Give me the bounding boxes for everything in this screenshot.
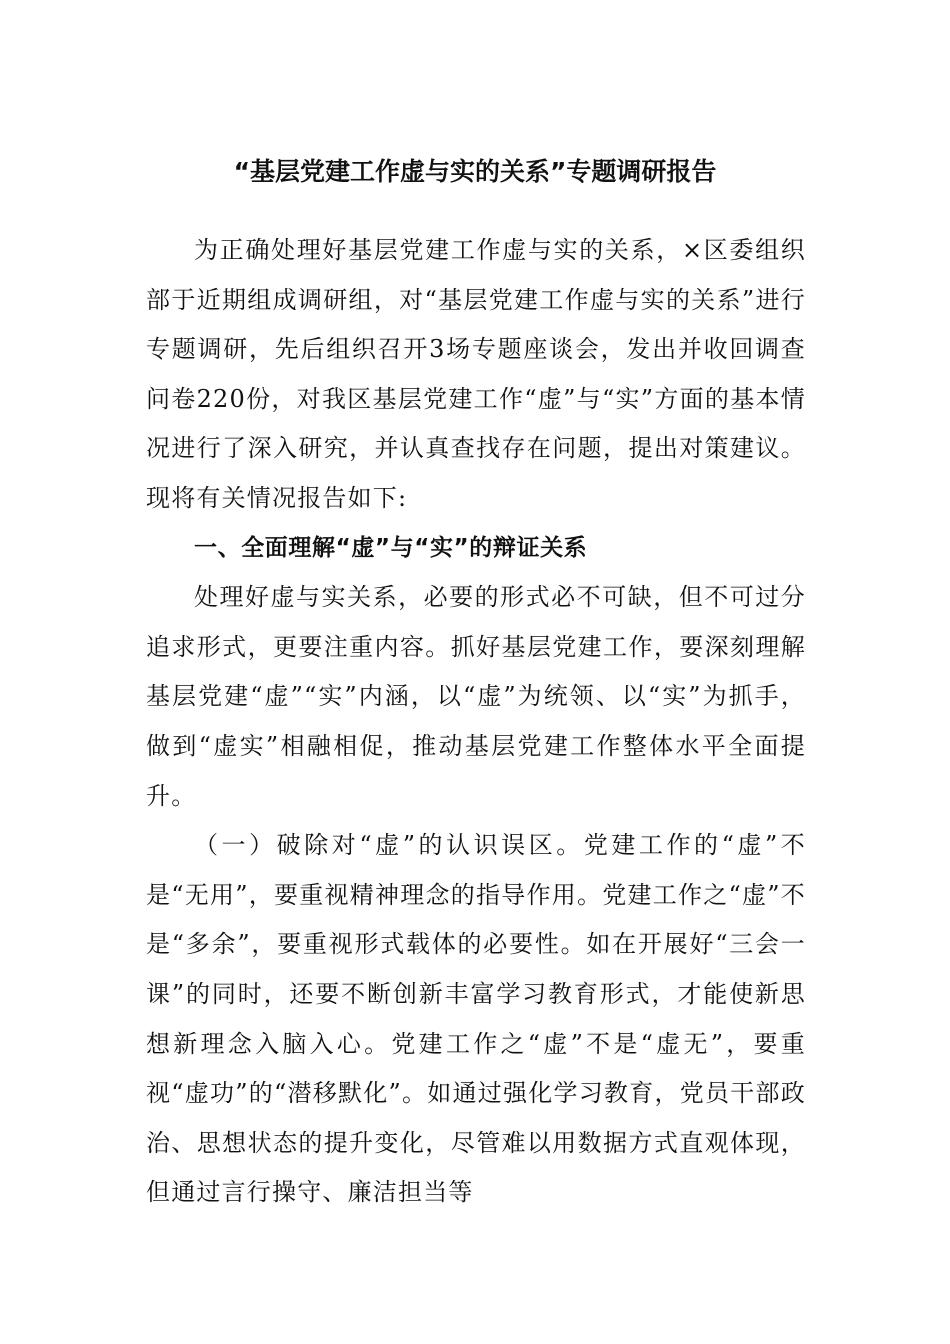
intro-paragraph: 为正确处理好基层党建工作虚与实的关系，×区委组织部于近期组成调研组，对“基层党建工作虚与实的关系”进行专题调研，先后组织召开3场专题座谈会，发出并收回调查问卷220份，对我区基层党建工作“虚”与“实”方面的基本情况进行了深入研究，并认真查找存在问题，提出对策建议。现将有关情况报告如下: [146, 236, 806, 512]
document-title: “基层党建工作虚与实的关系”专题调研报告 [233, 157, 717, 186]
section-heading-1: 一、全面理解“虚”与“实”的辩证关系 [194, 534, 588, 561]
document-body [146, 226, 806, 1218]
section1-paragraph-1: 处理好虚与实关系，必要的形式必不可缺，但不可过分追求形式，更要注重内容。抓好基层党建工作，要深刻理解基层党建“虚”“实”内涵，以“虚”为统领、以“实”为抓手，做到“虚实”相融相促，推动基层党建工作整体水平全面提升。 [146, 583, 806, 810]
section1-paragraph-2: （一）破除对“虚”的认识误区。党建工作的“虚”不是“无用”，要重视精神理念的指导作用。党建工作之“虚”不是“多余”，要重视形式载体的必要性。如在开展好“三会一课”的同时，还要不断创新丰富学习教育形式，才能使新思想新理念入脑入心。党建工作之“虚”不是“虚无”，要重视“虚功”的“潜移默化”。如通过强化学习教育，党员干部政治、思想状态的提升变化，尽管难以用数据方式直观体现，但通过言行操守、廉洁担当等 [146, 831, 806, 1207]
